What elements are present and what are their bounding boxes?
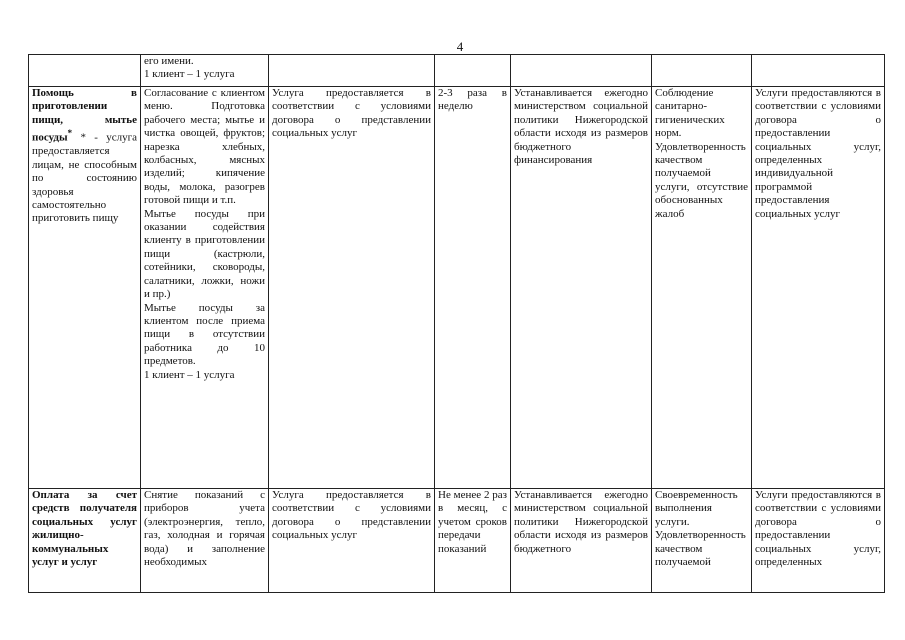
cell-quality bbox=[652, 489, 752, 593]
cell-terms: Услуги предоставляются в соответствии с условиями договора о предоставлении социальных услуг, определенных индивидуальной программой предоставления социальных услуг bbox=[752, 87, 885, 489]
cell-frequency: 2-3 раза в неделю bbox=[435, 87, 511, 489]
cell-service bbox=[29, 55, 141, 87]
cell-cost bbox=[511, 55, 652, 87]
footnote-mark: * bbox=[67, 128, 73, 139]
cell-service bbox=[29, 489, 141, 593]
cell-content bbox=[141, 489, 269, 593]
cell-terms bbox=[752, 55, 885, 87]
cell-frequency bbox=[435, 55, 511, 87]
cell-conditions-text: Услуга предоставляется в соответствии с условиями договора о представлении социальных услуг bbox=[272, 489, 431, 542]
cell-content-text: Снятие показаний с приборов учета (электроэнергия, тепло, газ, холодная и горячая вода) и заполнение необходимых bbox=[144, 489, 265, 569]
service-title: Оплата за счет средств получателя социальных услуг жилищно-коммунальных услуг и услуг bbox=[32, 489, 137, 569]
cell-quality-text: Своевременность выполнения услуги. Удовлетворенность качеством получаемой bbox=[655, 489, 746, 569]
services-table bbox=[28, 54, 885, 593]
cell-content: Согласование с клиентом меню. Подготовка рабочего места; мытье и чистка овощей, фруктов; нарезка хлебных, колбасных, мясных изделий; кипячение воды, молока, разогрев готовой пищи и т.п. Мытье посуды при оказании содействия клиенту в приготовлении пищи (кастрюли, сотейники, сковороды, салатники, ложки, ножи и пр.) Мытье посуды за клиентом после приема пищи в отсутствии работника до 10 предметов. 1 клиент – 1 услуга bbox=[141, 87, 269, 489]
cell-cost: Устанавливается ежегодно министерством социальной политики Нижегородской области исходя из размеров бюджетного финансирования bbox=[511, 87, 652, 489]
cell-conditions bbox=[269, 489, 435, 593]
cell-service bbox=[29, 87, 141, 489]
page-number: 4 bbox=[456, 39, 464, 54]
table-row-continuation bbox=[29, 55, 885, 87]
cell-cost bbox=[511, 489, 652, 593]
service-description: * - услуга предоставляется лицам, не способным по состоянию здоровья самостоятельно приготовить пищу bbox=[32, 131, 137, 225]
table-row-cooking-help bbox=[29, 87, 885, 489]
cell-conditions: Услуга предоставляется в соответствии с условиями договора о представлении социальных услуг bbox=[269, 87, 435, 489]
cell-frequency bbox=[435, 489, 511, 593]
cell-terms-text: Услуги предоставляются в соответствии с условиями договора о предоставлении социальных услуг, определенных bbox=[755, 489, 881, 569]
cell-conditions bbox=[269, 55, 435, 87]
table-row-utilities-payment bbox=[29, 489, 885, 593]
cell-quality: Соблюдение санитарно-гигиенических норм. Удовлетворенность качеством получаемой услуги, отсутствие обоснованных жалоб bbox=[652, 87, 752, 489]
cell-cost-text: Устанавливается ежегодно министерством социальной политики Нижегородской области исходя из размеров бюджетного bbox=[514, 489, 648, 555]
cell-quality bbox=[652, 55, 752, 87]
service-title: Помощь в приготовлении пищи, мытье посуды bbox=[32, 87, 137, 144]
cell-content: его имени. 1 клиент – 1 услуга bbox=[141, 55, 269, 87]
cell-frequency-text: Не менее 2 раз в месяц, с учетом сроков передачи показаний bbox=[438, 489, 507, 555]
cell-terms bbox=[752, 489, 885, 593]
